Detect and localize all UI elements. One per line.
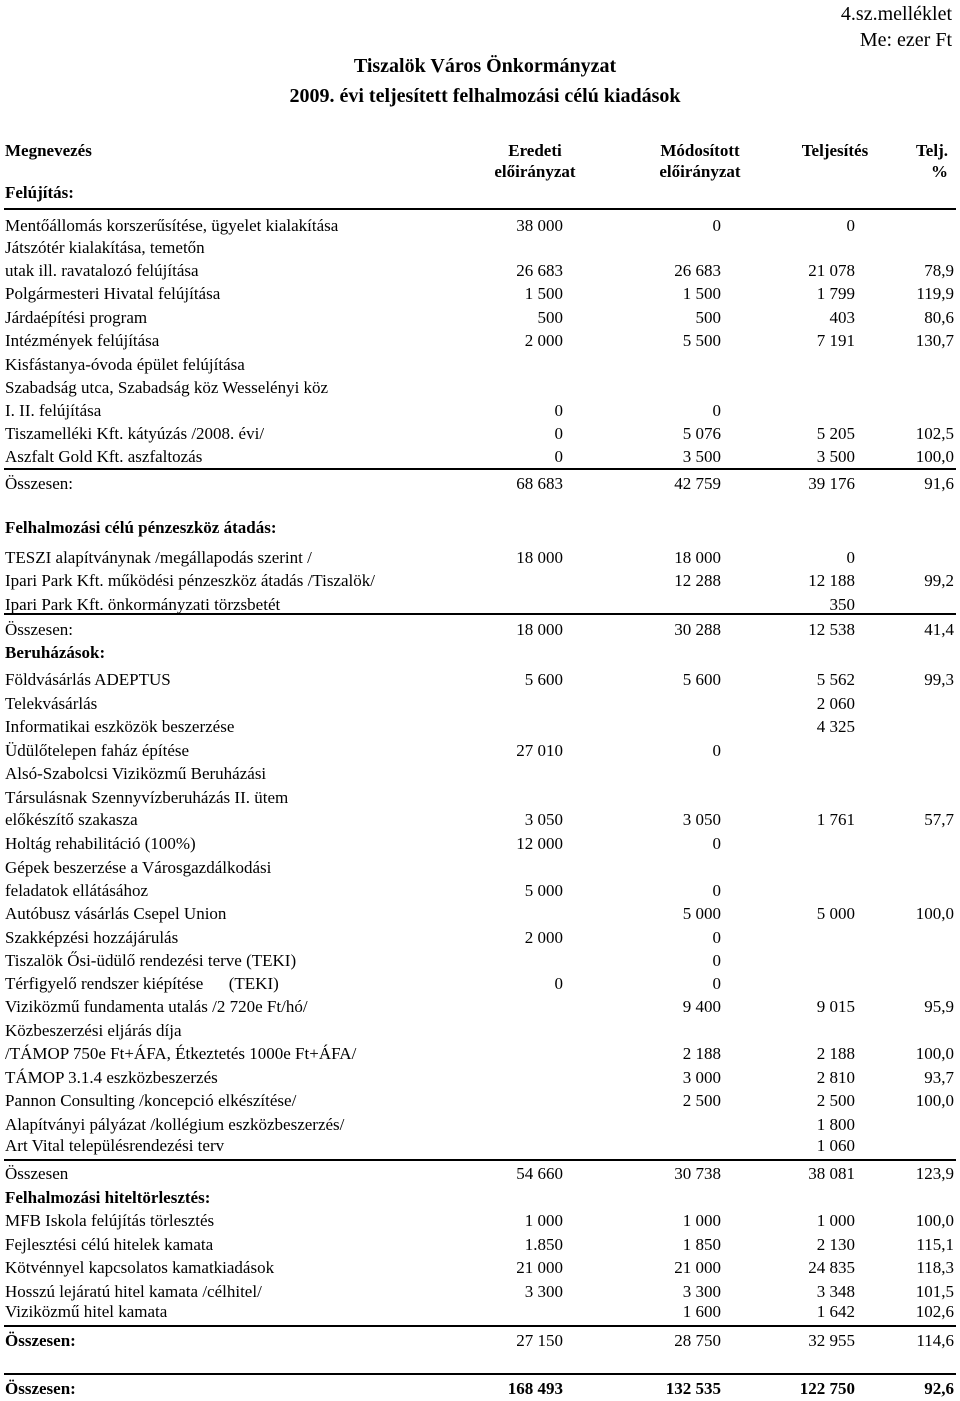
row-label: Informatikai eszközök beszerzése: [5, 717, 235, 736]
completion-value: 21 078: [808, 261, 855, 280]
modified-value: 21 000: [674, 1258, 721, 1277]
modified-value: 5 600: [682, 670, 721, 689]
percent-value: 99,3: [924, 670, 954, 689]
row-label: Beruházások:: [5, 643, 106, 662]
table-row: [0, 260, 960, 282]
percent-value: 91,6: [924, 474, 954, 493]
table-row: [0, 1210, 960, 1232]
completion-value: 2 810: [816, 1068, 855, 1087]
percent-value: 102,6: [915, 1302, 954, 1321]
table-row: [0, 1187, 960, 1209]
modified-value: 28 750: [674, 1331, 721, 1350]
table-row: [0, 880, 960, 902]
row-label: Intézmények felújítása: [5, 331, 160, 350]
col-header-original-1: Eredeti: [508, 141, 562, 160]
completion-value: 12 538: [808, 620, 855, 639]
completion-value: 0: [846, 548, 855, 567]
rule-above-total-3: [4, 1159, 956, 1161]
percent-value: 114,6: [916, 1331, 954, 1350]
row-label: Viziközmű fundamenta utalás /2 720e Ft/hó/: [5, 997, 308, 1016]
row-label: Üdülőtelepen faház építése: [5, 741, 190, 760]
original-value: 3 050: [524, 810, 563, 829]
percent-value: 102,5: [915, 424, 954, 443]
table-row: [0, 570, 960, 592]
original-value: 1 000: [524, 1211, 563, 1230]
completion-value: 3 500: [816, 447, 855, 466]
completion-value: 3 348: [816, 1282, 855, 1301]
row-label: utak ill. ravatalozó felújítása: [5, 261, 199, 280]
modified-value: 3 000: [682, 1068, 721, 1087]
table-row: [0, 517, 960, 539]
completion-value: 350: [829, 595, 855, 614]
row-label: Összesen: [5, 1164, 69, 1183]
table-row: [0, 1281, 960, 1303]
row-label: Hosszú lejáratú hitel kamata /célhitel/: [5, 1282, 262, 1301]
percent-value: 57,7: [924, 810, 954, 829]
row-label: MFB Iskola felújítás törlesztés: [5, 1211, 215, 1230]
original-value: 21 000: [516, 1258, 563, 1277]
row-label: Szakképzési hozzájárulás: [5, 928, 179, 947]
completion-value: 39 176: [808, 474, 855, 493]
table-row: [0, 1301, 960, 1323]
modified-value: 30 288: [674, 620, 721, 639]
col-header-name: Megnevezés: [5, 141, 92, 160]
row-label: Art Vital településrendezési terv: [5, 1136, 225, 1155]
modified-value: 0: [712, 951, 721, 970]
table-row: [0, 903, 960, 925]
original-value: 18 000: [516, 620, 563, 639]
row-label: Autóbusz vásárlás Csepel Union: [5, 904, 227, 923]
row-label: Földvásárlás ADEPTUS: [5, 670, 171, 689]
original-value: 27 010: [516, 741, 563, 760]
row-label: Felhalmozási hiteltörlesztés:: [5, 1188, 211, 1207]
modified-value: 12 288: [674, 571, 721, 590]
row-label: Összesen:: [5, 474, 73, 493]
row-label: Alsó-Szabolcsi Viziközmű Beruházási: [5, 764, 267, 783]
modified-value: 1 500: [682, 284, 721, 303]
row-label: Tiszalök Ősi-üdülő rendezési terve (TEKI): [5, 951, 297, 970]
page-subtitle: 2009. évi teljesített felhalmozási célú kiadások: [289, 85, 681, 107]
table-row: [0, 547, 960, 569]
row-label: Járdaépítési program: [5, 308, 148, 327]
row-label: Gépek beszerzése a Városgazdálkodási: [5, 858, 272, 877]
col-header-modified-2: előirányzat: [659, 162, 741, 181]
row-label: Polgármesteri Hivatal felújítása: [5, 284, 221, 303]
modified-value: 3 300: [682, 1282, 721, 1301]
percent-value: 119,9: [916, 284, 954, 303]
row-label: Ipari Park Kft. működési pénzeszköz átadás /Tiszalök/: [5, 571, 375, 590]
table-row: [0, 182, 960, 204]
modified-value: 0: [712, 741, 721, 760]
rule-under-section-heading: [4, 208, 956, 210]
table-row: [0, 237, 960, 259]
table-row: [0, 1378, 960, 1400]
original-value: 68 683: [516, 474, 563, 493]
completion-value: 1 761: [816, 810, 855, 829]
modified-value: 132 535: [665, 1379, 721, 1398]
completion-value: 7 191: [816, 331, 855, 350]
percent-value: 99,2: [924, 571, 954, 590]
original-value: 0: [554, 401, 563, 420]
percent-value: 93,7: [924, 1068, 954, 1087]
col-header-percent-2: %: [931, 162, 948, 181]
table-row: [0, 473, 960, 495]
col-header-completion: Teljesítés: [801, 141, 869, 160]
original-value: 1.850: [524, 1235, 563, 1254]
table-row: [0, 619, 960, 641]
table-row: [0, 446, 960, 468]
table-row: [0, 330, 960, 352]
table-row: [0, 400, 960, 422]
table-row: [0, 1234, 960, 1256]
table-row: [0, 740, 960, 762]
table-row: [0, 787, 960, 809]
row-label: Szabadság utca, Szabadság köz Wesselényi köz: [5, 378, 329, 397]
percent-value: 115,1: [916, 1235, 954, 1254]
completion-value: 38 081: [808, 1164, 855, 1183]
row-label: feladatok ellátásához: [5, 881, 149, 900]
table-row: [0, 716, 960, 738]
table-row: [0, 1090, 960, 1112]
table-row: [0, 1067, 960, 1089]
table-row: [0, 283, 960, 305]
table-row: [0, 354, 960, 376]
row-label: Térfigyelő rendszer kiépítése (TEKI): [5, 974, 279, 993]
modified-value: 0: [712, 974, 721, 993]
row-label: Felhalmozási célú pénzeszköz átadás:: [5, 518, 277, 537]
original-value: 5 600: [524, 670, 563, 689]
table-row: [0, 594, 960, 616]
completion-value: 2 130: [816, 1235, 855, 1254]
table-row: [0, 1020, 960, 1042]
table-row: [0, 857, 960, 879]
modified-value: 30 738: [674, 1164, 721, 1183]
completion-value: 32 955: [808, 1331, 855, 1350]
original-value: 3 300: [524, 1282, 563, 1301]
row-label: Kötvénnyel kapcsolatos kamatkiadások: [5, 1258, 275, 1277]
modified-value: 0: [712, 401, 721, 420]
completion-value: 2 188: [816, 1044, 855, 1063]
percent-value: 118,3: [916, 1258, 954, 1277]
original-value: 0: [554, 974, 563, 993]
original-value: 1 500: [524, 284, 563, 303]
modified-value: 42 759: [674, 474, 721, 493]
table-row: [0, 1043, 960, 1065]
percent-value: 100,0: [915, 447, 954, 466]
percent-value: 100,0: [915, 1091, 954, 1110]
row-label: Ipari Park Kft. önkormányzati törzsbetét: [5, 595, 281, 614]
row-label: /TÁMOP 750e Ft+ÁFA, Étkeztetés 1000e Ft+ÁFA/: [5, 1044, 357, 1063]
row-label: Alapítványi pályázat /kollégium eszközbeszerzés/: [5, 1115, 345, 1134]
completion-value: 403: [829, 308, 855, 327]
completion-value: 1 800: [816, 1115, 855, 1134]
row-label: Tiszamelléki Kft. kátyúzás /2008. évi/: [5, 424, 265, 443]
completion-value: 1 000: [816, 1211, 855, 1230]
percent-value: 101,5: [915, 1282, 954, 1301]
original-value: 168 493: [507, 1379, 563, 1398]
table-row: [0, 1135, 960, 1157]
row-label: Összesen:: [5, 1331, 76, 1350]
row-label: Aszfalt Gold Kft. aszfaltozás: [5, 447, 203, 466]
modified-value: 1 600: [682, 1302, 721, 1321]
percent-value: 100,0: [915, 904, 954, 923]
original-value: 0: [554, 424, 563, 443]
table-row: [0, 307, 960, 329]
unit-label: Me: ezer Ft: [859, 29, 952, 51]
percent-value: 41,4: [924, 620, 954, 639]
row-label: Mentőállomás korszerűsítése, ügyelet kialakítása: [5, 216, 339, 235]
modified-value: 9 400: [682, 997, 721, 1016]
table-row: [0, 763, 960, 785]
original-value: 54 660: [516, 1164, 563, 1183]
row-label: Összesen:: [5, 620, 73, 639]
row-label: Társulásnak Szennyvízberuházás II. ütem: [5, 788, 289, 807]
original-value: 2 000: [524, 928, 563, 947]
completion-value: 9 015: [816, 997, 855, 1016]
row-label: Holtág rehabilitáció (100%): [5, 834, 196, 853]
modified-value: 5 076: [682, 424, 721, 443]
row-label: Fejlesztési célú hitelek kamata: [5, 1235, 214, 1254]
completion-value: 5 205: [816, 424, 855, 443]
modified-value: 2 500: [682, 1091, 721, 1110]
modified-value: 26 683: [674, 261, 721, 280]
rule-above-total-4: [4, 1325, 956, 1327]
row-label: TESZI alapítványnak /megállapodás szerint /: [5, 548, 312, 567]
page-title: Tiszalök Város Önkormányzat: [353, 55, 617, 77]
completion-value: 24 835: [808, 1258, 855, 1277]
percent-value: 100,0: [915, 1044, 954, 1063]
table-row: [0, 1257, 960, 1279]
modified-value: 0: [712, 881, 721, 900]
table-row: [0, 950, 960, 972]
completion-value: 12 188: [808, 571, 855, 590]
table-row: [0, 669, 960, 691]
original-value: 2 000: [524, 331, 563, 350]
original-value: 18 000: [516, 548, 563, 567]
table-row: [0, 423, 960, 445]
table-row: [0, 996, 960, 1018]
rule-above-total-1: [4, 468, 956, 470]
row-label: Kisfástanya-óvoda épület felújítása: [5, 355, 245, 374]
col-header-original-2: előirányzat: [494, 162, 576, 181]
modified-value: 5 500: [682, 331, 721, 350]
modified-value: 0: [712, 928, 721, 947]
row-label: Közbeszerzési eljárás díja: [5, 1021, 182, 1040]
percent-value: 123,9: [915, 1164, 954, 1183]
percent-value: 80,6: [924, 308, 954, 327]
original-value: 12 000: [516, 834, 563, 853]
table-row: [0, 809, 960, 831]
row-label: Felújítás:: [5, 183, 74, 202]
table-row: [0, 215, 960, 237]
modified-value: 2 188: [682, 1044, 721, 1063]
original-value: 5 000: [524, 881, 563, 900]
completion-value: 122 750: [799, 1379, 855, 1398]
row-label: TÁMOP 3.1.4 eszközbeszerzés: [5, 1068, 218, 1087]
row-label: Összesen:: [5, 1379, 76, 1398]
table-row: [0, 1330, 960, 1352]
rule-above-grand-total: [4, 1373, 956, 1375]
percent-value: 130,7: [915, 331, 954, 350]
original-value: 38 000: [516, 216, 563, 235]
completion-value: 2 060: [816, 694, 855, 713]
col-header-percent-1: Telj.: [916, 141, 948, 160]
table-row: [0, 833, 960, 855]
modified-value: 1 000: [682, 1211, 721, 1230]
percent-value: 95,9: [924, 997, 954, 1016]
modified-value: 3 500: [682, 447, 721, 466]
modified-value: 500: [695, 308, 721, 327]
annex-label: 4.sz.melléklet: [840, 3, 952, 25]
row-label: Játszótér kialakítása, temetőn: [5, 238, 205, 257]
completion-value: 1 060: [816, 1136, 855, 1155]
completion-value: 4 325: [816, 717, 855, 736]
row-label: Pannon Consulting /koncepció elkészítése/: [5, 1091, 297, 1110]
col-header-modified-1: Módosított: [660, 141, 740, 160]
completion-value: 0: [846, 216, 855, 235]
modified-value: 0: [712, 216, 721, 235]
table-row: [0, 973, 960, 995]
row-label: előkészítő szakasza: [5, 810, 138, 829]
modified-value: 5 000: [682, 904, 721, 923]
row-label: Telekvásárlás: [5, 694, 98, 713]
original-value: 27 150: [516, 1331, 563, 1350]
original-value: 500: [537, 308, 563, 327]
completion-value: 1 799: [816, 284, 855, 303]
row-label: I. II. felújítása: [5, 401, 102, 420]
table-row: [0, 693, 960, 715]
table-row: [0, 642, 960, 664]
completion-value: 5 562: [816, 670, 855, 689]
modified-value: 18 000: [674, 548, 721, 567]
completion-value: 1 642: [816, 1302, 855, 1321]
modified-value: 0: [712, 834, 721, 853]
table-row: [0, 377, 960, 399]
completion-value: 5 000: [816, 904, 855, 923]
modified-value: 3 050: [682, 810, 721, 829]
row-label: Viziközmű hitel kamata: [5, 1302, 168, 1321]
table-row: [0, 927, 960, 949]
percent-value: 92,6: [924, 1379, 954, 1398]
table-row: [0, 1114, 960, 1136]
original-value: 0: [554, 447, 563, 466]
modified-value: 1 850: [682, 1235, 721, 1254]
original-value: 26 683: [516, 261, 563, 280]
percent-value: 100,0: [915, 1211, 954, 1230]
table-row: [0, 1163, 960, 1185]
percent-value: 78,9: [924, 261, 954, 280]
completion-value: 2 500: [816, 1091, 855, 1110]
